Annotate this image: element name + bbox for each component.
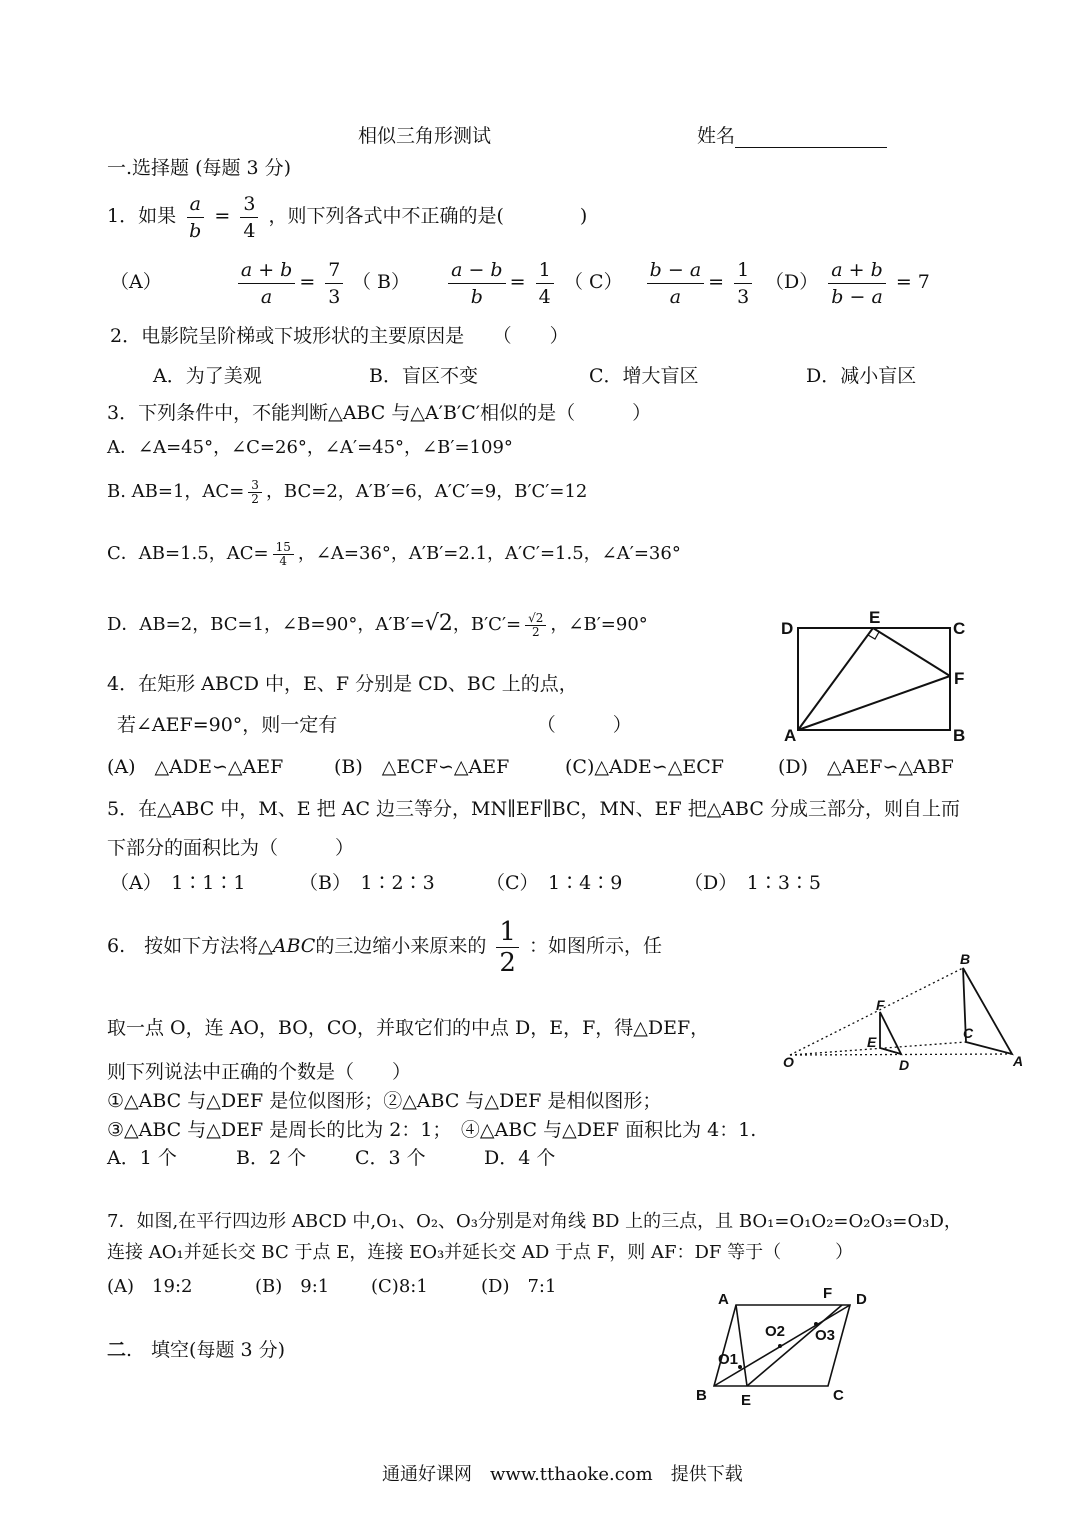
name-label-text: 姓名 (697, 125, 736, 147)
q7-figure (688, 1280, 888, 1410)
q3-b-post: ，BC=2，A′B′=6，A′C′=9，B′C′=12 (265, 481, 588, 502)
q6-line5: ③△ABC 与△DEF 是周长的比为 2：1； ④△ABC 与△DEF 面积比为 4：1. (107, 1119, 757, 1141)
q6-label-b: B (960, 951, 971, 967)
q7-label-b: B (696, 1387, 707, 1404)
q3-c-den: 4 (279, 553, 288, 568)
q6-label-d: D (899, 1057, 910, 1073)
page-title: 相似三角形测试 (358, 125, 492, 147)
q1-b-rnum: 1 (536, 257, 554, 284)
q1-a-den: a (260, 285, 273, 308)
q7-option-c: (C)8:1 (371, 1276, 428, 1297)
q7-label-c: C (833, 1387, 844, 1404)
q1-cond-den: b (189, 219, 202, 242)
q5-option-a: （A） 1∶1∶1 (110, 872, 246, 894)
q1-option-a-label: （A） (110, 271, 162, 293)
q1-option-b-label: （ B） (352, 271, 411, 293)
q3-option-d (107, 604, 648, 645)
q4-option-d: (D) △AEF∽△ABF (778, 756, 954, 778)
q6-option-b: B．2 个 (236, 1147, 307, 1169)
q1-a-rden: 3 (328, 285, 341, 308)
q4-line-ef (873, 628, 950, 676)
q3-option-b (107, 472, 587, 512)
q6-figure (780, 950, 1030, 1075)
q3-option-c (107, 534, 681, 574)
q6-post: ：如图所示，任 (528, 935, 662, 957)
q7-option-b: (B) 9:1 (255, 1276, 330, 1297)
q3-d-num: √2 (525, 612, 546, 626)
q3-d-den: 2 (531, 624, 540, 639)
q1-b-rden: 4 (538, 285, 551, 308)
q2-stem: 2．电影院呈阶梯或下坡形状的主要原因是 （ ） (110, 325, 569, 347)
q1-a-rnum: 7 (325, 257, 343, 284)
q4-option-a: (A) △ADE∽△AEF (107, 756, 284, 778)
q2-option-d: D．减小盲区 (806, 365, 917, 387)
q4-label-e: E (869, 610, 881, 627)
q1-d-frac (828, 257, 886, 310)
q3-d-pre: D．AB=2，BC=1，∠B=90°，A′B′= (107, 614, 425, 635)
q1-cond-rden: 4 (243, 219, 256, 242)
name-label (697, 124, 887, 148)
q7-point-o1 (738, 1365, 742, 1369)
q4-label-b: B (953, 726, 966, 745)
q7-label-e: E (741, 1392, 752, 1409)
q6-triangle-abc (963, 968, 1012, 1054)
q7-option-a: (A) 19:2 (107, 1276, 193, 1297)
q1-cond-rfrac (240, 191, 258, 244)
q6-pre: 6. 按如下方法将△ (107, 935, 273, 957)
q3-b-frac (248, 479, 262, 506)
q1-c-num: b − a (647, 257, 705, 284)
q1-a-frac (238, 257, 296, 310)
section1-heading: 一.选择题 (每题 3 分) (107, 157, 292, 179)
q6-label-c: C (963, 1025, 974, 1041)
q4-rect (798, 628, 950, 730)
q4-line-af (798, 676, 950, 730)
q3-c-num: 15 (273, 541, 294, 555)
q3-c-frac (273, 541, 294, 568)
q3-c-post: ，∠A=36°，A′B′=2.1，A′C′=1.5，∠A′=36° (297, 543, 681, 564)
q7-line-ae (736, 1305, 747, 1386)
q6-label-o: O (783, 1054, 794, 1070)
q5-option-c: （C） 1∶4∶9 (486, 872, 623, 894)
q1-b-rfrac (536, 257, 554, 310)
q6-abc: ABC (272, 935, 316, 957)
q7-label-o2: O2 (765, 1323, 786, 1340)
q1-option-a: （A） $\frac{a + b}{a}$ = $\frac{7}{3}$ (110, 252, 347, 312)
q7-label-d: D (856, 1291, 867, 1308)
q4-figure (778, 610, 978, 745)
q6-line3: 则下列说法中正确的个数是（ ） (107, 1061, 412, 1083)
q4-label-c: C (953, 619, 966, 638)
q7-label-o3: O3 (815, 1327, 836, 1344)
q2-option-b: B．盲区不变 (369, 365, 478, 387)
name-blank (735, 127, 887, 148)
q3-b-pre: B. AB=1，AC= (107, 481, 245, 502)
q7-label-o1: O1 (718, 1351, 739, 1368)
q1-option-c: （ C） $\frac{b - a}{a}$ = $\frac{1}{3}$ (564, 252, 756, 312)
q4-line-ae (798, 628, 873, 730)
q1-prefix: 1．如果 (107, 205, 177, 227)
q7-line2: 连接 AO₁并延长交 BC 于点 E，连接 EO₃并延长交 AD 于点 F，则 AF：DF 等于（ ） (107, 1242, 854, 1263)
q1-option-d (765, 252, 930, 312)
q6-num: 1 (496, 917, 519, 948)
q6-label-a: A (1013, 1053, 1024, 1069)
q2-option-a: A．为了美观 (153, 365, 262, 387)
q1-option-b: （ B） $\frac{a - b}{b}$ = $\frac{1}{4}$ (352, 252, 558, 312)
q1-d-rhs: = 7 (895, 271, 930, 293)
q1-c-rden: 3 (737, 285, 750, 308)
q3-stem: 3．下列条件中，不能判断△ABC 与△A′B′C′相似的是（ ） (107, 402, 652, 424)
q4-label-f: F (954, 669, 965, 688)
q4-label-a: A (784, 726, 797, 745)
q2-option-c: C．增大盲区 (589, 365, 699, 387)
q1-d-num: a + b (828, 257, 886, 284)
q3-option-a: A．∠A=45°，∠C=26°，∠A′=45°，∠B′=109° (107, 437, 513, 458)
q1-c-rfrac (734, 257, 752, 310)
q3-d-mid: ，B′C′= (452, 614, 522, 635)
q7-line-ef (747, 1305, 842, 1386)
q3-b-num: 3 (248, 479, 262, 493)
q6-line1 (107, 916, 662, 978)
q1-cond-frac (186, 191, 204, 244)
q6-line4: ①△ABC 与△DEF 是位似图形；②△ABC 与△DEF 是相似图形； (107, 1090, 662, 1112)
q7-option-d: (D) 7:1 (481, 1276, 557, 1297)
q6-option-c: C．3 个 (355, 1147, 426, 1169)
section2-text: . 填空(每题 3 分) (126, 1339, 286, 1361)
q5-line1: 5．在△ABC 中，M、E 把 AC 边三等分，MN∥EF∥BC，MN、EF 把△ABC 分成三部分，则自上而 (107, 798, 960, 820)
q6-label-e: E (867, 1034, 877, 1050)
q1-cond-rnum: 3 (240, 191, 258, 218)
q1-b-den: b (470, 285, 483, 308)
q7-label-a: A (718, 1291, 729, 1308)
q3-d-frac (525, 612, 546, 639)
q6-frac (496, 917, 519, 978)
q1-a-rfrac (325, 257, 343, 310)
q6-line2: 取一点 O，连 AO，BO，CO，并取它们的中点 D，E，F，得△DEF， (107, 1017, 710, 1039)
q1-b-num: a − b (448, 257, 506, 284)
q7-diagonal-bd (714, 1305, 850, 1386)
q7-point-o3 (814, 1322, 818, 1326)
q1-b-frac (448, 257, 506, 310)
q4-line2: 若∠AEF=90°，则一定有 （ ） (117, 714, 632, 736)
q1-d-den: b − a (831, 285, 883, 308)
q4-option-c: (C)△ADE∽△ECF (565, 756, 724, 778)
q7-label-f: F (823, 1285, 833, 1302)
q5-option-d: （D） 1∶3∶5 (684, 872, 821, 894)
q1-suffix: ，则下列各式中不正确的是( ) (268, 205, 588, 227)
q4-option-b: (B) △ECF∽△AEF (334, 756, 510, 778)
q6-label-f: F (876, 997, 885, 1013)
q1-c-den: a (669, 285, 682, 308)
q1-a-num: a + b (238, 257, 296, 284)
section2-heading (107, 1338, 285, 1362)
footer-text: 通通好课网 www.tthaoke.com 提供下载 (382, 1464, 743, 1485)
q1-c-frac (647, 257, 705, 310)
q6-den: 2 (499, 947, 516, 978)
q3-d-sqrt: √2 (424, 611, 453, 636)
q6-oc-dotted (790, 1042, 966, 1055)
q5-line2: 下部分的面积比为（ ） (107, 837, 355, 859)
q6-option-a: A．1 个 (107, 1147, 177, 1169)
q6-option-d: D．4 个 (484, 1147, 556, 1169)
q1-eq: = (214, 205, 231, 227)
q3-c-pre: C．AB=1.5，AC= (107, 543, 269, 564)
section2-num: 二 (107, 1339, 127, 1361)
q7-point-o2 (778, 1344, 782, 1348)
q4-label-d: D (781, 619, 794, 638)
q3-b-den: 2 (251, 491, 259, 506)
q1-c-rnum: 1 (734, 257, 752, 284)
q6-mid: 的三边缩小来原来的 (315, 935, 487, 957)
q4-line1: 4．在矩形 ABCD 中，E、F 分别是 CD、BC 上的点， (107, 673, 578, 695)
q1-option-c-label: （ C） (564, 271, 623, 293)
q1-stem (107, 186, 587, 246)
q3-d-post: ，∠B′=90° (550, 614, 648, 635)
q5-option-b: （B） 1∶2∶3 (299, 872, 435, 894)
q7-line1: 7．如图,在平行四边形 ABCD 中,O₁、O₂、O₃分别是对角线 BD 上的三点，且 BO₁=O₁O₂=O₂O₃=O₃D， (107, 1211, 962, 1232)
q1-option-d-label: （D） (765, 271, 819, 293)
q1-cond-num: a (187, 191, 204, 218)
